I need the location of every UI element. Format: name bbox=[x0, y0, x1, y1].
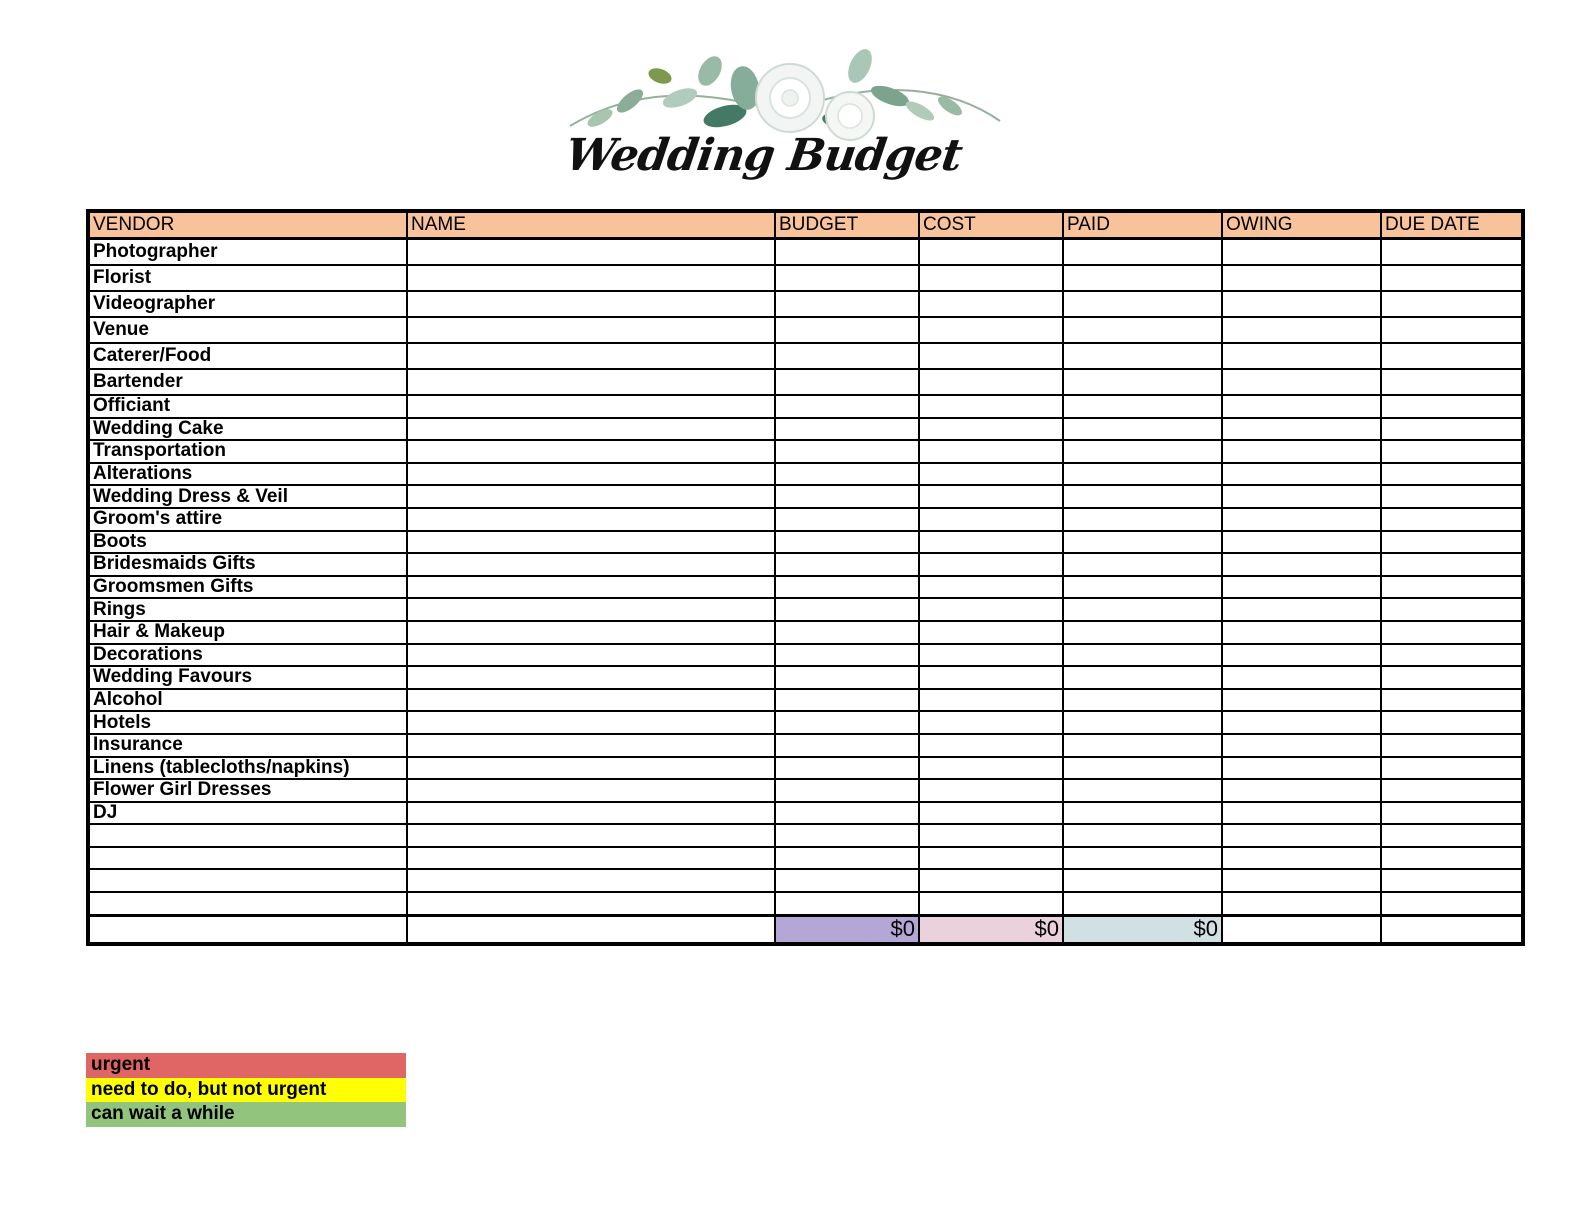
cell-vendor[interactable]: Alterations bbox=[88, 463, 407, 486]
cell-owing[interactable] bbox=[1222, 644, 1381, 667]
header-row bbox=[88, 211, 1523, 239]
table-row bbox=[88, 598, 1523, 621]
cell-due-date[interactable] bbox=[1381, 463, 1523, 486]
cell-cost[interactable] bbox=[919, 824, 1063, 847]
cell-cost[interactable] bbox=[919, 531, 1063, 554]
cell-name[interactable] bbox=[407, 317, 775, 343]
cell-name[interactable] bbox=[407, 395, 775, 418]
column-header-owing: OWING bbox=[1222, 211, 1381, 239]
cell-owing[interactable] bbox=[1222, 869, 1381, 892]
cell-cost[interactable] bbox=[919, 369, 1063, 395]
table-row bbox=[88, 369, 1523, 395]
cell-due-date[interactable] bbox=[1381, 689, 1523, 712]
cell-budget[interactable] bbox=[775, 824, 919, 847]
cell-owing[interactable] bbox=[1222, 824, 1381, 847]
cell-paid[interactable] bbox=[1063, 440, 1222, 463]
cell-name[interactable] bbox=[407, 369, 775, 395]
cell-due-date[interactable] bbox=[1381, 869, 1523, 892]
cell-vendor[interactable]: Bartender bbox=[88, 369, 407, 395]
cell-budget[interactable] bbox=[775, 576, 919, 599]
cell-budget[interactable] bbox=[775, 418, 919, 441]
cell-owing[interactable] bbox=[1222, 598, 1381, 621]
table-row bbox=[88, 553, 1523, 576]
table-row bbox=[88, 239, 1523, 266]
column-header-name: NAME bbox=[407, 211, 775, 239]
cell-budget[interactable] bbox=[775, 317, 919, 343]
cell-due-date[interactable] bbox=[1381, 779, 1523, 802]
table-row bbox=[88, 621, 1523, 644]
cell-budget[interactable] bbox=[775, 711, 919, 734]
cell-budget[interactable] bbox=[775, 553, 919, 576]
cell-due-date[interactable] bbox=[1381, 824, 1523, 847]
cell-vendor[interactable]: Wedding Favours bbox=[88, 666, 407, 689]
cell-owing[interactable] bbox=[1222, 711, 1381, 734]
table-row bbox=[88, 644, 1523, 667]
cell-vendor[interactable] bbox=[88, 824, 407, 847]
cell-paid[interactable] bbox=[1063, 265, 1222, 291]
cell-name[interactable] bbox=[407, 576, 775, 599]
cell-vendor[interactable]: Venue bbox=[88, 317, 407, 343]
cell-owing[interactable] bbox=[1222, 291, 1381, 317]
cell-paid[interactable] bbox=[1063, 239, 1222, 266]
table-row bbox=[88, 711, 1523, 734]
cell-cost[interactable] bbox=[919, 440, 1063, 463]
cell-budget[interactable] bbox=[775, 621, 919, 644]
cell-vendor[interactable]: Wedding Dress & Veil bbox=[88, 485, 407, 508]
table-row bbox=[88, 689, 1523, 712]
cell-owing[interactable] bbox=[1222, 734, 1381, 757]
cell-cost[interactable] bbox=[919, 757, 1063, 780]
cell-cost[interactable] bbox=[919, 239, 1063, 266]
cell-cost[interactable] bbox=[919, 689, 1063, 712]
cell-name[interactable] bbox=[407, 689, 775, 712]
cell-budget[interactable] bbox=[775, 757, 919, 780]
cell-owing[interactable] bbox=[1222, 553, 1381, 576]
legend-item: need to do, but not urgent bbox=[86, 1078, 406, 1103]
cell-vendor[interactable] bbox=[88, 847, 407, 870]
cell-paid[interactable] bbox=[1063, 779, 1222, 802]
cell-name[interactable] bbox=[407, 440, 775, 463]
table-row bbox=[88, 779, 1523, 802]
cell-budget[interactable] bbox=[775, 598, 919, 621]
cell-cost[interactable] bbox=[919, 343, 1063, 369]
cell-vendor[interactable]: Hair & Makeup bbox=[88, 621, 407, 644]
cell-due-date[interactable] bbox=[1381, 666, 1523, 689]
totals-row bbox=[88, 915, 1523, 944]
cell-due-date[interactable] bbox=[1381, 369, 1523, 395]
cell-due-date[interactable] bbox=[1381, 757, 1523, 780]
table-row bbox=[88, 824, 1523, 847]
cell-vendor[interactable]: Decorations bbox=[88, 644, 407, 667]
cell-budget[interactable] bbox=[775, 892, 919, 915]
cell-vendor[interactable]: Florist bbox=[88, 265, 407, 291]
cell-due-date[interactable] bbox=[1381, 291, 1523, 317]
cell-due-date[interactable] bbox=[1381, 508, 1523, 531]
cell-vendor[interactable]: Bridesmaids Gifts bbox=[88, 553, 407, 576]
cell-due-date[interactable] bbox=[1381, 418, 1523, 441]
cell-owing[interactable] bbox=[1222, 343, 1381, 369]
cell-name[interactable] bbox=[407, 644, 775, 667]
page-title: Wedding Budget bbox=[562, 130, 965, 181]
cell-paid[interactable] bbox=[1063, 418, 1222, 441]
total-cell-vendor[interactable] bbox=[88, 915, 407, 944]
column-header-paid: PAID bbox=[1063, 211, 1222, 239]
cell-owing[interactable] bbox=[1222, 265, 1381, 291]
cell-due-date[interactable] bbox=[1381, 317, 1523, 343]
table-row bbox=[88, 734, 1523, 757]
cell-name[interactable] bbox=[407, 666, 775, 689]
cell-owing[interactable] bbox=[1222, 369, 1381, 395]
cell-cost[interactable] bbox=[919, 666, 1063, 689]
cell-owing[interactable] bbox=[1222, 689, 1381, 712]
cell-name[interactable] bbox=[407, 463, 775, 486]
total-paid: $0 bbox=[1063, 915, 1222, 944]
cell-cost[interactable] bbox=[919, 463, 1063, 486]
cell-budget[interactable] bbox=[775, 869, 919, 892]
cell-budget[interactable] bbox=[775, 734, 919, 757]
cell-paid[interactable] bbox=[1063, 463, 1222, 486]
cell-vendor[interactable]: Flower Girl Dresses bbox=[88, 779, 407, 802]
cell-cost[interactable] bbox=[919, 779, 1063, 802]
cell-name[interactable] bbox=[407, 531, 775, 554]
cell-paid[interactable] bbox=[1063, 847, 1222, 870]
cell-owing[interactable] bbox=[1222, 621, 1381, 644]
cell-name[interactable] bbox=[407, 824, 775, 847]
cell-budget[interactable] bbox=[775, 485, 919, 508]
cell-due-date[interactable] bbox=[1381, 711, 1523, 734]
cell-cost[interactable] bbox=[919, 418, 1063, 441]
cell-paid[interactable] bbox=[1063, 869, 1222, 892]
cell-cost[interactable] bbox=[919, 802, 1063, 825]
cell-budget[interactable] bbox=[775, 531, 919, 554]
cell-name[interactable] bbox=[407, 553, 775, 576]
table-row bbox=[88, 418, 1523, 441]
table-row bbox=[88, 892, 1523, 915]
cell-owing[interactable] bbox=[1222, 847, 1381, 870]
table-row bbox=[88, 440, 1523, 463]
cell-budget[interactable] bbox=[775, 689, 919, 712]
cell-owing[interactable] bbox=[1222, 531, 1381, 554]
cell-name[interactable] bbox=[407, 711, 775, 734]
cell-vendor[interactable]: Wedding Cake bbox=[88, 418, 407, 441]
cell-name[interactable] bbox=[407, 508, 775, 531]
table-row bbox=[88, 265, 1523, 291]
table-row bbox=[88, 869, 1523, 892]
cell-due-date[interactable] bbox=[1381, 644, 1523, 667]
cell-cost[interactable] bbox=[919, 892, 1063, 915]
total-cost: $0 bbox=[919, 915, 1063, 944]
cell-cost[interactable] bbox=[919, 711, 1063, 734]
cell-due-date[interactable] bbox=[1381, 343, 1523, 369]
table-row bbox=[88, 317, 1523, 343]
cell-owing[interactable] bbox=[1222, 779, 1381, 802]
cell-name[interactable] bbox=[407, 343, 775, 369]
cell-budget[interactable] bbox=[775, 463, 919, 486]
cell-vendor[interactable]: Groomsmen Gifts bbox=[88, 576, 407, 599]
cell-due-date[interactable] bbox=[1381, 531, 1523, 554]
cell-name[interactable] bbox=[407, 847, 775, 870]
cell-budget[interactable] bbox=[775, 802, 919, 825]
cell-owing[interactable] bbox=[1222, 440, 1381, 463]
column-header-budget: BUDGET bbox=[775, 211, 919, 239]
cell-cost[interactable] bbox=[919, 847, 1063, 870]
cell-owing[interactable] bbox=[1222, 757, 1381, 780]
cell-name[interactable] bbox=[407, 779, 775, 802]
cell-cost[interactable] bbox=[919, 265, 1063, 291]
cell-cost[interactable] bbox=[919, 869, 1063, 892]
cell-vendor[interactable] bbox=[88, 869, 407, 892]
cell-paid[interactable] bbox=[1063, 343, 1222, 369]
cell-due-date[interactable] bbox=[1381, 440, 1523, 463]
cell-name[interactable] bbox=[407, 291, 775, 317]
cell-vendor[interactable]: Alcohol bbox=[88, 689, 407, 712]
total-cell-name[interactable] bbox=[407, 915, 775, 944]
priority-legend bbox=[86, 1053, 406, 1127]
cell-vendor[interactable]: Caterer/Food bbox=[88, 343, 407, 369]
cell-paid[interactable] bbox=[1063, 553, 1222, 576]
column-header-due-date: DUE DATE bbox=[1381, 211, 1523, 239]
column-header-cost: COST bbox=[919, 211, 1063, 239]
cell-vendor[interactable]: Officiant bbox=[88, 395, 407, 418]
table-row bbox=[88, 508, 1523, 531]
cell-budget[interactable] bbox=[775, 440, 919, 463]
cell-vendor[interactable]: Insurance bbox=[88, 734, 407, 757]
table-row bbox=[88, 463, 1523, 486]
cell-budget[interactable] bbox=[775, 508, 919, 531]
cell-owing[interactable] bbox=[1222, 485, 1381, 508]
cell-due-date[interactable] bbox=[1381, 576, 1523, 599]
table-row bbox=[88, 531, 1523, 554]
cell-due-date[interactable] bbox=[1381, 553, 1523, 576]
cell-budget[interactable] bbox=[775, 644, 919, 667]
cell-vendor[interactable]: Transportation bbox=[88, 440, 407, 463]
table-row bbox=[88, 757, 1523, 780]
cell-name[interactable] bbox=[407, 265, 775, 291]
cell-due-date[interactable] bbox=[1381, 734, 1523, 757]
cell-paid[interactable] bbox=[1063, 689, 1222, 712]
cell-name[interactable] bbox=[407, 734, 775, 757]
cell-name[interactable] bbox=[407, 802, 775, 825]
table-row bbox=[88, 343, 1523, 369]
cell-cost[interactable] bbox=[919, 598, 1063, 621]
cell-due-date[interactable] bbox=[1381, 239, 1523, 266]
cell-paid[interactable] bbox=[1063, 531, 1222, 554]
cell-vendor[interactable]: Boots bbox=[88, 531, 407, 554]
cell-paid[interactable] bbox=[1063, 369, 1222, 395]
cell-budget[interactable] bbox=[775, 239, 919, 266]
cell-due-date[interactable] bbox=[1381, 395, 1523, 418]
cell-cost[interactable] bbox=[919, 734, 1063, 757]
cell-paid[interactable] bbox=[1063, 824, 1222, 847]
cell-name[interactable] bbox=[407, 239, 775, 266]
cell-cost[interactable] bbox=[919, 508, 1063, 531]
cell-vendor[interactable]: Linens (tablecloths/napkins) bbox=[88, 757, 407, 780]
cell-owing[interactable] bbox=[1222, 418, 1381, 441]
cell-name[interactable] bbox=[407, 757, 775, 780]
cell-paid[interactable] bbox=[1063, 576, 1222, 599]
table-row bbox=[88, 576, 1523, 599]
cell-cost[interactable] bbox=[919, 485, 1063, 508]
cell-due-date[interactable] bbox=[1381, 598, 1523, 621]
cell-name[interactable] bbox=[407, 621, 775, 644]
table-row bbox=[88, 395, 1523, 418]
cell-name[interactable] bbox=[407, 418, 775, 441]
cell-cost[interactable] bbox=[919, 291, 1063, 317]
cell-due-date[interactable] bbox=[1381, 621, 1523, 644]
cell-paid[interactable] bbox=[1063, 666, 1222, 689]
cell-budget[interactable] bbox=[775, 369, 919, 395]
cell-cost[interactable] bbox=[919, 644, 1063, 667]
cell-paid[interactable] bbox=[1063, 395, 1222, 418]
cell-paid[interactable] bbox=[1063, 711, 1222, 734]
cell-paid[interactable] bbox=[1063, 317, 1222, 343]
cell-cost[interactable] bbox=[919, 576, 1063, 599]
cell-cost[interactable] bbox=[919, 395, 1063, 418]
cell-budget[interactable] bbox=[775, 395, 919, 418]
cell-paid[interactable] bbox=[1063, 644, 1222, 667]
cell-owing[interactable] bbox=[1222, 395, 1381, 418]
budget-table bbox=[86, 209, 1525, 946]
legend-item: urgent bbox=[86, 1053, 406, 1078]
table-row bbox=[88, 291, 1523, 317]
cell-vendor[interactable]: DJ bbox=[88, 802, 407, 825]
cell-owing[interactable] bbox=[1222, 463, 1381, 486]
cell-due-date[interactable] bbox=[1381, 892, 1523, 915]
cell-budget[interactable] bbox=[775, 779, 919, 802]
cell-budget[interactable] bbox=[775, 666, 919, 689]
table-row bbox=[88, 802, 1523, 825]
cell-cost[interactable] bbox=[919, 553, 1063, 576]
cell-paid[interactable] bbox=[1063, 598, 1222, 621]
cell-vendor[interactable]: Videographer bbox=[88, 291, 407, 317]
cell-owing[interactable] bbox=[1222, 576, 1381, 599]
cell-paid[interactable] bbox=[1063, 802, 1222, 825]
cell-owing[interactable] bbox=[1222, 802, 1381, 825]
column-header-vendor: VENDOR bbox=[88, 211, 407, 239]
cell-budget[interactable] bbox=[775, 291, 919, 317]
cell-paid[interactable] bbox=[1063, 892, 1222, 915]
table-row bbox=[88, 847, 1523, 870]
cell-paid[interactable] bbox=[1063, 621, 1222, 644]
cell-paid[interactable] bbox=[1063, 734, 1222, 757]
cell-due-date[interactable] bbox=[1381, 802, 1523, 825]
cell-name[interactable] bbox=[407, 869, 775, 892]
cell-paid[interactable] bbox=[1063, 485, 1222, 508]
legend-item: can wait a while bbox=[86, 1102, 406, 1127]
cell-paid[interactable] bbox=[1063, 508, 1222, 531]
cell-due-date[interactable] bbox=[1381, 485, 1523, 508]
table-row bbox=[88, 485, 1523, 508]
cell-vendor[interactable]: Groom's attire bbox=[88, 508, 407, 531]
cell-owing[interactable] bbox=[1222, 892, 1381, 915]
cell-vendor[interactable] bbox=[88, 892, 407, 915]
cell-owing[interactable] bbox=[1222, 508, 1381, 531]
cell-owing[interactable] bbox=[1222, 666, 1381, 689]
cell-budget[interactable] bbox=[775, 847, 919, 870]
cell-owing[interactable] bbox=[1222, 317, 1381, 343]
cell-budget[interactable] bbox=[775, 343, 919, 369]
cell-owing[interactable] bbox=[1222, 239, 1381, 266]
cell-budget[interactable] bbox=[775, 265, 919, 291]
table-row bbox=[88, 666, 1523, 689]
cell-cost[interactable] bbox=[919, 621, 1063, 644]
cell-vendor[interactable]: Rings bbox=[88, 598, 407, 621]
total-cell-due-date[interactable] bbox=[1381, 915, 1523, 944]
cell-vendor[interactable]: Hotels bbox=[88, 711, 407, 734]
total-budget: $0 bbox=[775, 915, 919, 944]
cell-name[interactable] bbox=[407, 485, 775, 508]
cell-paid[interactable] bbox=[1063, 291, 1222, 317]
cell-name[interactable] bbox=[407, 598, 775, 621]
cell-vendor[interactable]: Photographer bbox=[88, 239, 407, 266]
cell-paid[interactable] bbox=[1063, 757, 1222, 780]
cell-due-date[interactable] bbox=[1381, 265, 1523, 291]
cell-cost[interactable] bbox=[919, 317, 1063, 343]
cell-due-date[interactable] bbox=[1381, 847, 1523, 870]
cell-name[interactable] bbox=[407, 892, 775, 915]
total-cell-owing[interactable] bbox=[1222, 915, 1381, 944]
